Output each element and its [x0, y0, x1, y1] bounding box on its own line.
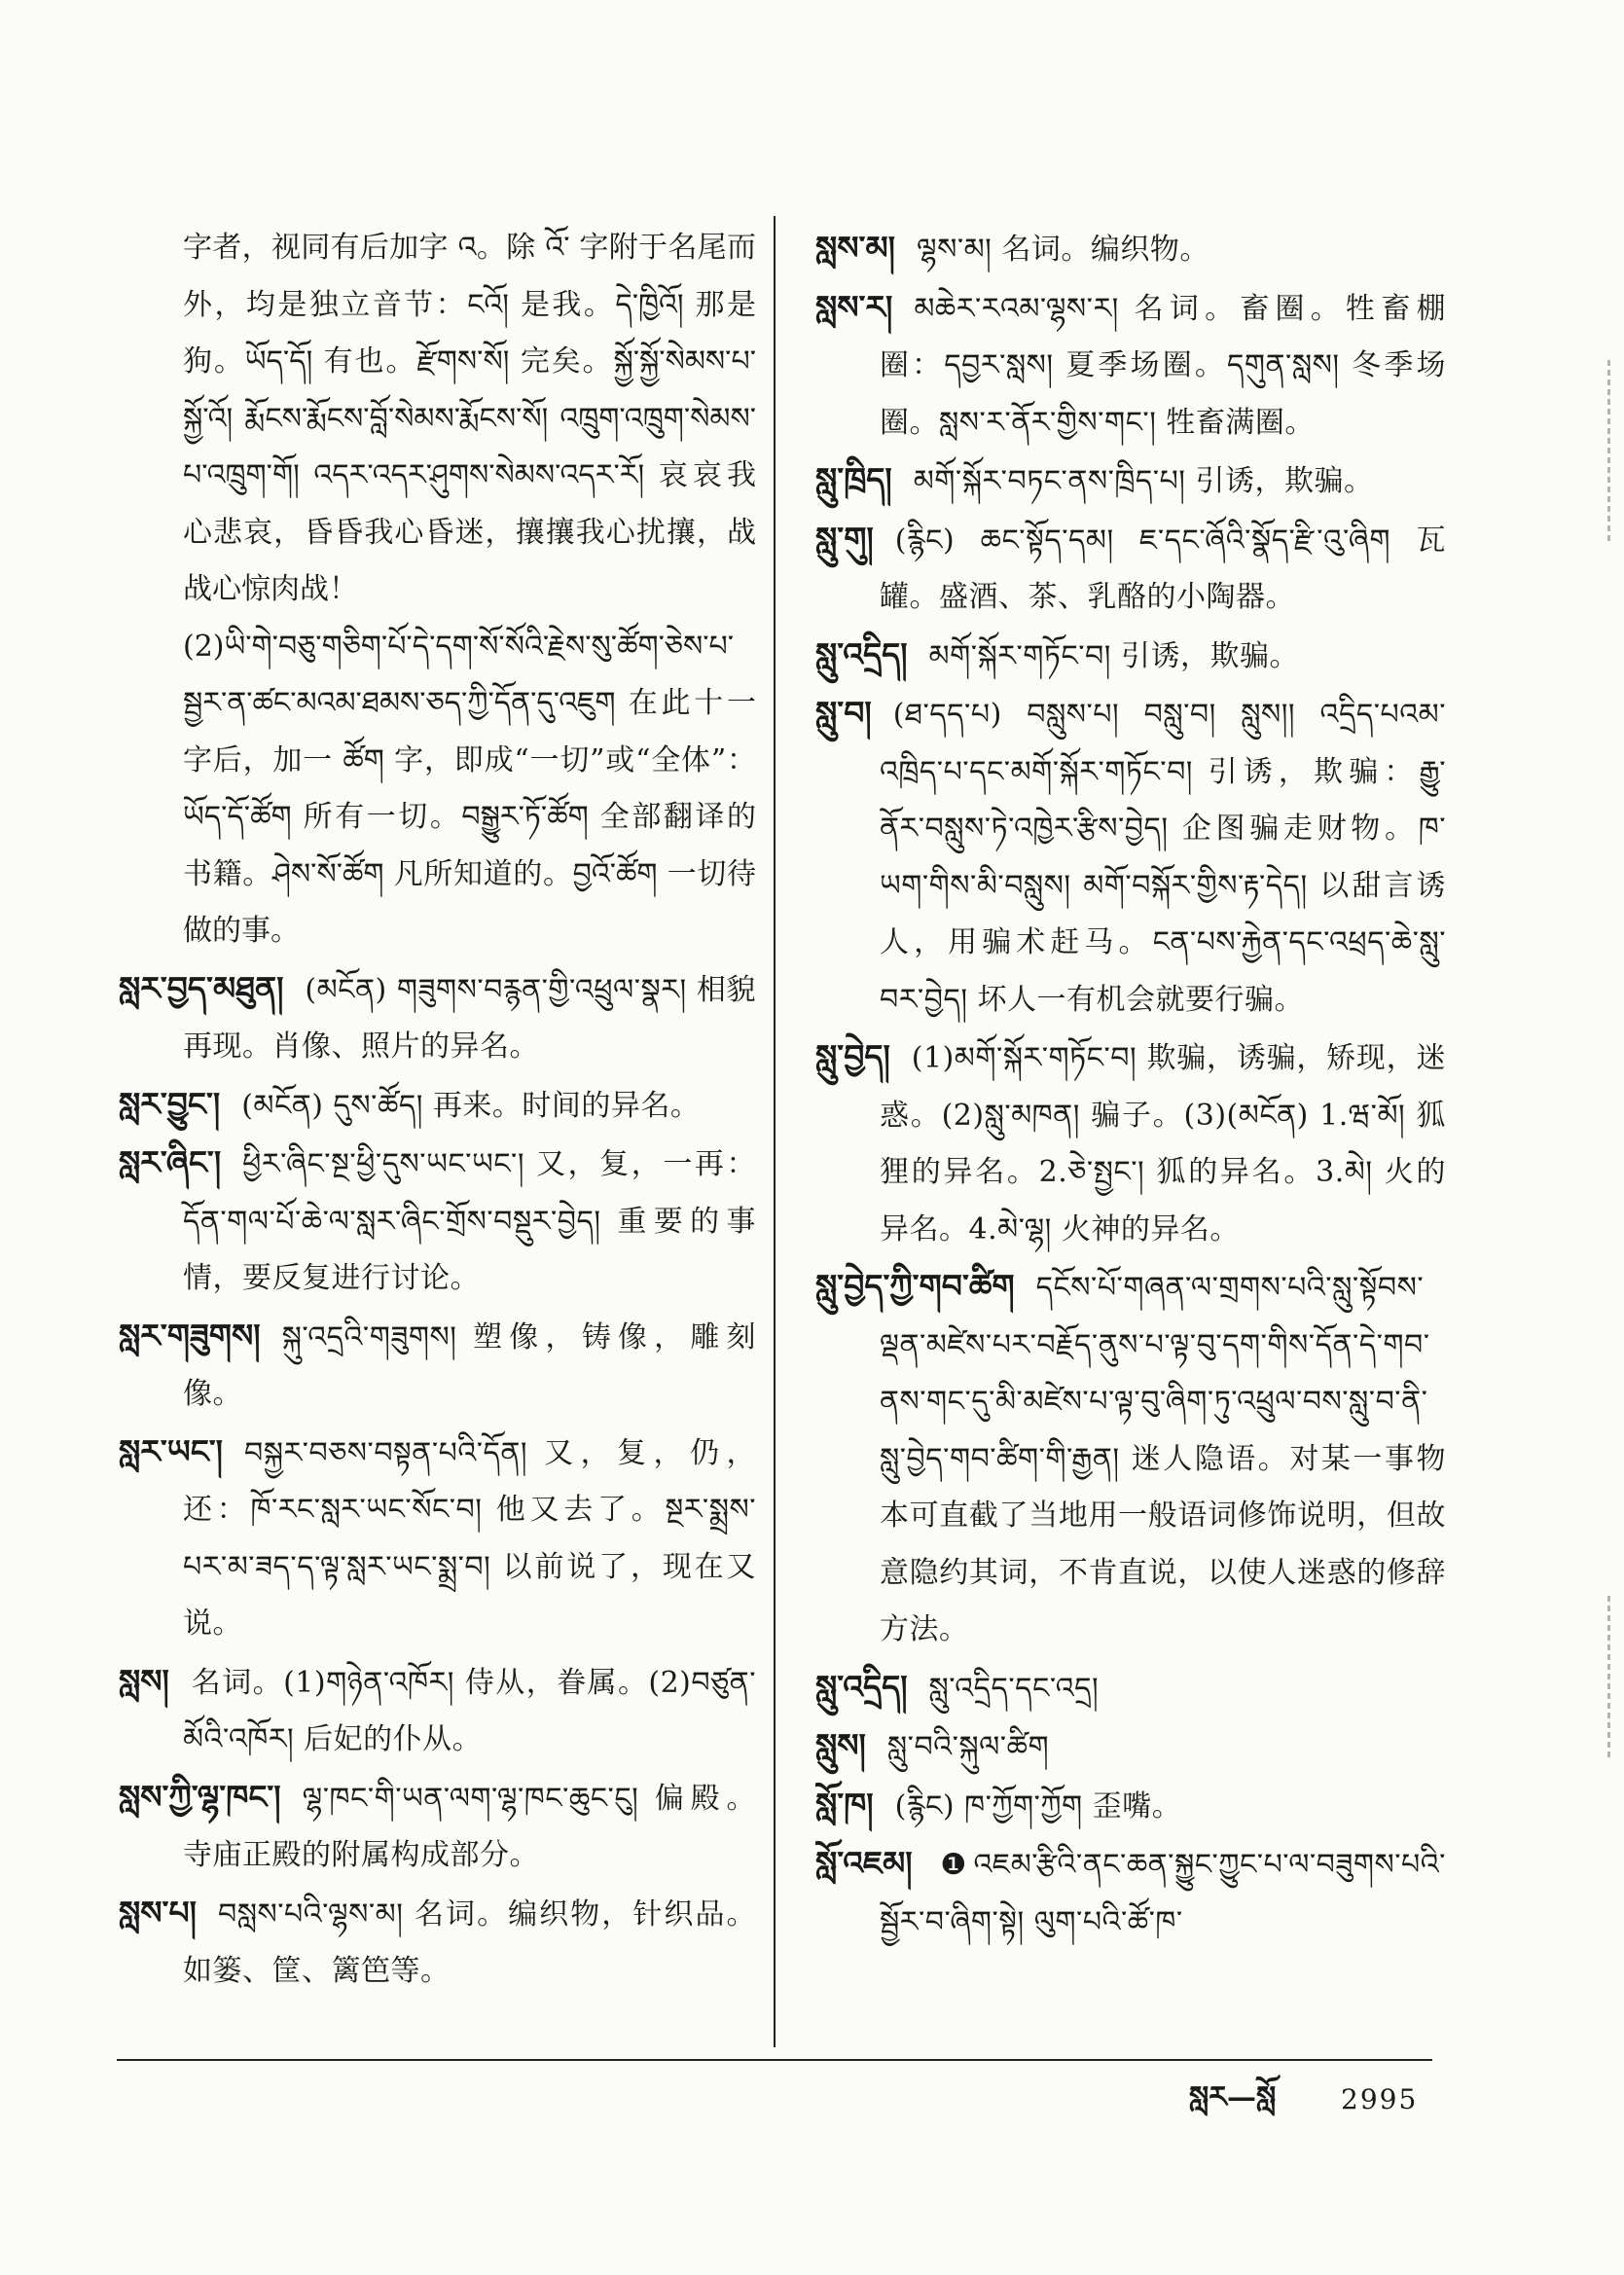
- entry-definition: བསླས་པའི་ལྷས་མ། 名词。编织物，针织品。如篓、筐、篱笆等。: [183, 1896, 756, 1988]
- dictionary-entry: [119, 1885, 756, 2001]
- scan-artifact: [1607, 1596, 1610, 1761]
- page-number: 2995: [1341, 2083, 1419, 2115]
- entry-definition: མགོ་སྐོར་བཏང་ནས་ཁྲིད་པ། 引诱，欺骗。: [913, 464, 1374, 498]
- dictionary-entry: [815, 1835, 1446, 1951]
- dictionary-entry: [119, 1424, 756, 1653]
- dictionary-entry: [815, 685, 1446, 1029]
- dictionary-entry: [815, 220, 1446, 279]
- dictionary-entry: [815, 627, 1446, 686]
- entry-headword: སླས་ར།: [815, 287, 893, 326]
- entry-headword: སློ་འཇམ།: [815, 1844, 913, 1882]
- entry-definition: མགོ་སྐོར་གཏོང་བ། 引诱，欺骗。: [928, 638, 1299, 673]
- entry-headword: སླུ་བ།: [815, 694, 872, 732]
- entry-headword: སློ་ཁ།: [815, 1785, 874, 1824]
- entry-headword: སླུ་གུ།: [815, 519, 874, 558]
- entry-definition: (མངོན) གཟུགས་བརྙན་གྱི་འཕྲུལ་སྣར། 相貌再现。肖像、照片的异名。: [183, 972, 756, 1064]
- entry-definition: སླུ་བའི་སྐུལ་ཚིག: [886, 1730, 1050, 1764]
- entry-headword: སླས་པ།: [119, 1893, 197, 1932]
- dictionary-entry: [119, 1769, 756, 1885]
- dictionary-entry: [119, 1135, 756, 1308]
- entry-definition: ལྷ་ཁང་གི་ཡན་ལག་ལྷ་ཁང་ཆུང་ངུ། 偏殿。寺庙正殿的附属构成部分。: [183, 1781, 756, 1872]
- dictionary-entry: [119, 960, 756, 1076]
- entry-headword: སླས་ཀྱི་ལྷ་ཁང་།: [119, 1777, 281, 1816]
- entry-headword: སླར་ཡང་།: [119, 1431, 223, 1470]
- entry-headword: སླུ་བྱེད་ཀྱི་གབ་ཚིག: [815, 1267, 1015, 1305]
- right-column: [815, 220, 1446, 2049]
- entry-headword: སླུ་ཁྲིད།: [815, 460, 892, 498]
- entry-definition: དངོས་པོ་གཞན་ལ་གྲགས་པའི་སླུ་སྟོབས་ལྡན་མཛེས་པར་བརྗོད་ནུས་པ་ལྟ་བུ་དག་གིས་དོན་དེ་གབ་ནས་གང་དུ་མི་མཛེས་པ་ལྟ་བུ་ཞིག་ཏུ་འཕྲུལ་བས་སླུ་བ་ནི་སླུ་བྱེད་གབ་ཚིག་གི་རྒྱན། 迷人隐语。对某一事物本可直截了当地用一般语词修饰说明，但故意隐约其词，不肯直说，以使人迷惑的修辞方法。: [880, 1271, 1446, 1646]
- dictionary-entry: [815, 1029, 1446, 1258]
- dictionary-entry: [815, 1777, 1446, 1836]
- entry-headword: སླར་བྱད་མཐུན།: [119, 968, 284, 1007]
- entry-definition: 名词。(1)གཉེན་འཁོར། 侍从，眷属。(2)བཙུན་མོའི་འཁོར། 后妃的仆从。: [183, 1665, 756, 1756]
- continued-entry-text: (2)ཡི་གེ་བཅུ་གཅིག་པོ་དེ་དག་སོ་སོའི་རྗེས་སུ་ཚོག་ཅེས་པ་སྦྱར་ན་ཚང་མའམ་ཐམས་ཅད་ཀྱི་དོན་དུ་འཇུག 在此十一字后，加一 ཚོག 字，即成“一切”或“全体”：ཡོད་དོ་ཚོག 所有一切。བསྒྱུར་ཏོ་ཚོག 全部翻译的书籍。ཤེས་སོ་ཚོག 凡所知道的。བྱའོ་ཚོག 一切待做的事。: [183, 629, 756, 948]
- entry-definition: མཆེར་རའམ་ལྷས་ར། 名词。畜圈。牲畜棚圈：དབྱར་སླས། 夏季场圈。དགུན་སླས། 冬季场圈。སླས་ར་ནོར་གྱིས་གང་། 牲畜满圈。: [880, 291, 1446, 440]
- entry-headword: སླར་གཟུགས།: [119, 1316, 261, 1354]
- entry-definition: ❶འཇམ་རྩིའི་ནང་ཆན་སྐྱུང་ཀྱུང་པ་ལ་བཟུགས་པའི་སྦྱོར་བ་ཞིག་སྟེ། ལུག་པའི་ཚོ་ཁ་: [880, 1848, 1446, 1939]
- entry-headword: སླུ་བྱེད།: [815, 1037, 890, 1075]
- dictionary-entry: [815, 1659, 1446, 1718]
- dictionary-entry: [119, 1076, 756, 1136]
- entry-definition: (ཐ་དད་པ) བསླུས་པ། བསླུ་བ། སླུས།། འདྲིད་པའམ་འཁྲིད་པ་དང་མགོ་སྐོར་གཏོང་བ། 引诱，欺骗：རྒྱུ་ནོར་བསླུས་ཏེ་འཁྱེར་རྩིས་བྱེད། 企图骗走财物。ཁ་ཡག་གིས་མི་བསླུས། མགོ་བསྐོར་གྱིས་རྟ་དེད། 以甜言诱人，用骗术赶马。ངན་པས་རྐྱེན་དང་འཕྲད་ཆེ་སླུ་བར་བྱེད། 坏人一有机会就要行骗。: [880, 698, 1446, 1017]
- footer-guide-words: སླར—སློ: [1189, 2080, 1277, 2114]
- continued-entry-text: 字者，视同有后加字 འ。除 འོ་ 字附于名尾而外，均是独立音节：ངའོ། 是我。དེ་ཁྱིའོ། 那是狗。ཡོད་དོ། 有也。རྫོགས་སོ། 完矣。སྐྱོ་སྐྱོ་སེམས་པ་སྐྱོ་འོ། རྨོངས་རྨོངས་བློ་སེམས་རྨོངས་སོ། འཁྲུག་འཁྲུག་སེམས་པ་འཁྲུག་གོ། འདར་འདར་ཤུགས་སེམས་འདར་རོ། 哀哀我心悲哀，昏昏我心昏迷，攘攘我心扰攘，战战心惊肉战！: [183, 231, 756, 606]
- entry-headword: སླས་མ།: [815, 229, 895, 267]
- entry-headword: སླས།: [119, 1661, 169, 1700]
- left-column: [119, 220, 756, 2049]
- entry-definition: (མངོན) དུས་ཚོད། 再来。时间的异名。: [241, 1088, 701, 1123]
- dictionary-entry: [119, 1308, 756, 1424]
- entry-definition: (རྙིང) ཁ་ཀྱོག་ཀྱོག 歪嘴。: [894, 1788, 1182, 1824]
- scan-artifact: [1607, 360, 1610, 545]
- dictionary-entry: [815, 1717, 1446, 1777]
- entry-definition: ལྷས་མ། 名词。编织物。: [916, 233, 1209, 267]
- entry-definition: བསྐྱར་བཅས་བསྟན་པའི་དོན། 又，复，仍，还：ཁོ་རང་སླར་ཡང་སོང་བ། 他又去了。སྔར་སྨྲས་པར་མ་ཟད་ད་ལྟ་སླར་ཡང་སྨྲ་བ། 以前说了，现在又说。: [183, 1435, 756, 1641]
- dictionary-entry: [815, 511, 1446, 627]
- column-divider: [774, 216, 776, 2047]
- dictionary-entry: [815, 451, 1446, 511]
- entry-definition: (རྙིང) ཆང་སྟོད་དམ། ཇ་དང་ཞོའི་སྣོད་རྫི་འུ་ཞིག 瓦罐。盛酒、茶、乳酪的小陶器。: [880, 523, 1446, 614]
- entry-headword: སླུ་འདྲིད།: [815, 1667, 908, 1706]
- entry-definition: (1)མགོ་སྐོར་གཏོང་བ། 欺骗，诱骗，矫现，迷惑。(2)སླུ་མཁན། 骗子。(3)(མངོན) 1.ཝ་མོ། 狐狸的异名。2.ཅེ་སྤྱང་། 狐的异名。3.མེ། 火的异名。4.མེ་ལྷ། 火神的异名。: [880, 1041, 1446, 1246]
- entry-definition: སྐུ་འདྲའི་གཟུགས། 塑像，铸像，雕刻像。: [183, 1319, 756, 1411]
- entry-definition: སླུ་འདྲིད་དང་འདྲ།: [928, 1671, 1100, 1706]
- footer-rule: [117, 2059, 1432, 2061]
- dictionary-entry: [815, 1258, 1446, 1659]
- entry-headword: སླུ་འདྲིད།: [815, 634, 908, 673]
- entry-headword: སླར་ཞིང་།: [119, 1143, 222, 1181]
- dictionary-entry: [119, 1653, 756, 1769]
- dictionary-entry: [815, 279, 1446, 452]
- entry-headword: སླུས།: [815, 1726, 866, 1764]
- entry-definition: ཕྱིར་ཞིང་སྔ་ཕྱི་དུས་ཡང་ཡང་། 又，复，一再：དོན་གལ་པོ་ཆེ་ལ་སླར་ཞིང་གྲོས་བསྡུར་བྱེད། 重要的事情，要反复进行讨论。: [183, 1147, 756, 1295]
- entry-headword: སླར་བྱུང་།: [119, 1084, 221, 1123]
